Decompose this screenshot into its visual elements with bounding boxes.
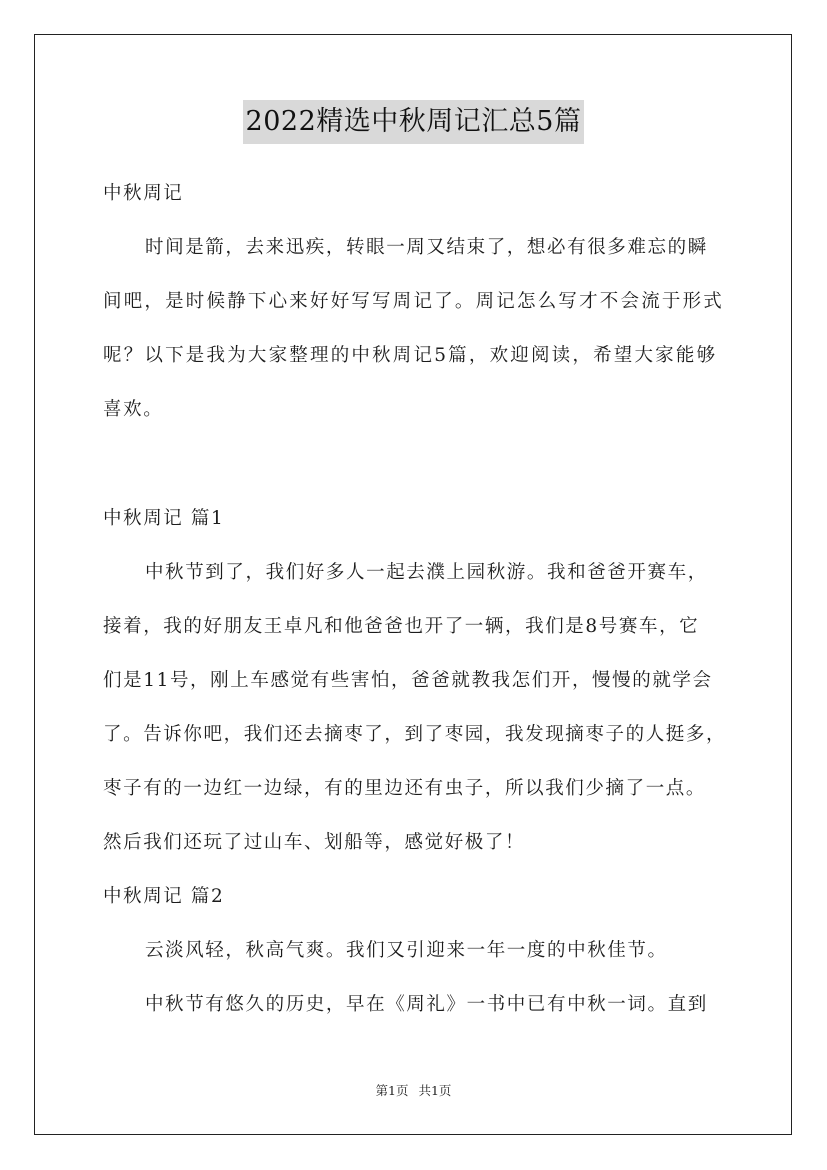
page-footer [0,1082,827,1100]
title-container [0,100,827,144]
section-heading: 中秋周记 篇1 [103,508,225,529]
paragraph-line: 呢？以下是我为大家整理的中秋周记5篇，欢迎阅读，希望大家能够 [103,345,718,366]
page-total: 共1页 [418,1083,452,1098]
paragraph-line: 间吧，是时候静下心来好好写写周记了。周记怎么写才不会流于形式 [103,291,725,312]
paragraph-line: 然后我们还玩了过山车、划船等，感觉好极了！ [103,832,526,853]
paragraph-line: 了。告诉你吧，我们还去摘枣了，到了枣园，我发现摘枣子的人挺多， [103,724,727,745]
paragraph-line: 喜欢。 [103,399,164,420]
paragraph-line: 中秋节有悠久的历史，早在《周礼》一书中已有中秋一词。直到 [145,994,708,1015]
paragraph-line: 枣子有的一边红一边绿，有的里边还有虫子，所以我们少摘了一点。 [103,778,707,799]
section-heading: 中秋周记 篇2 [103,886,225,907]
paragraph-line: 接着，我的好朋友王卓凡和他爸爸也开了一辆，我们是8号赛车，它 [103,616,700,637]
paragraph-line: 云淡风轻，秋高气爽。我们又引迎来一年一度的中秋佳节。 [145,940,668,961]
paragraph-line: 们是11号，刚上车感觉有些害怕，爸爸就教我怎们开，慢慢的就学会 [103,670,713,691]
paragraph-line: 中秋节到了，我们好多人一起去濮上园秋游。我和爸爸开赛车， [145,562,708,583]
paragraph-line: 时间是箭，去来迅疾，转眼一周又结束了，想必有很多难忘的瞬 [145,237,708,258]
page-number: 第1页 [375,1083,409,1098]
section-heading: 中秋周记 [103,183,184,204]
document-title: 2022精选中秋周记汇总5篇 [243,100,585,144]
